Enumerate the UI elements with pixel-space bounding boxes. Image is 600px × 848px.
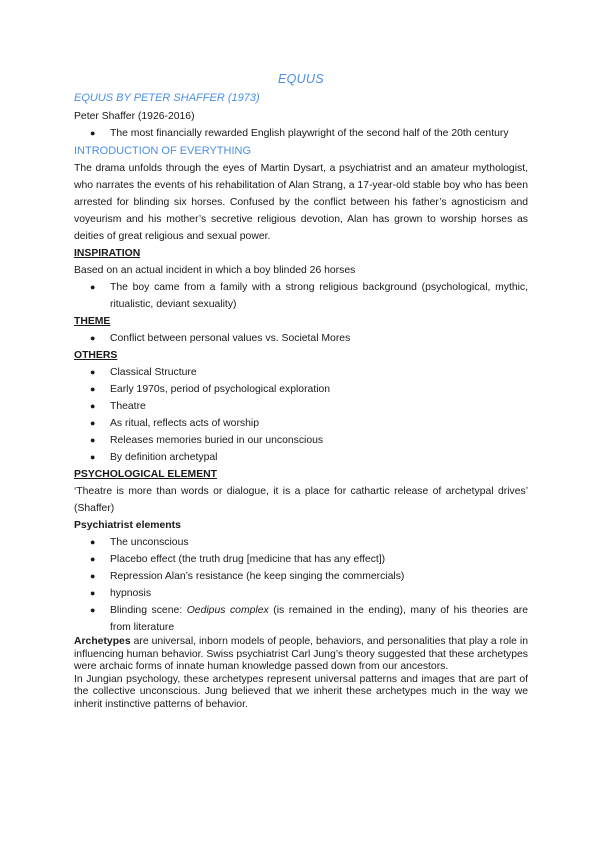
psychological-heading: PSYCHOLOGICAL ELEMENT bbox=[74, 469, 217, 480]
theme-bullet-list bbox=[74, 330, 528, 347]
document-title: EQUUS bbox=[278, 72, 324, 86]
bullet-icon: ● bbox=[90, 367, 96, 377]
intro-paragraph: The drama unfolds through the eyes of Martin Dysart, a psychiatrist and an amateur mythologist, who narrates the events of his rehabilitation of Alan Strang, a 17-year-old stable boy who has been arrested for blinding six horses. Confused by the conflict between his father’s agnosticism and voyeurism and his mother’s secretive religious devotion, Alan has grown to worship horses as deities of great religious and sexual power. bbox=[74, 163, 528, 242]
bullet-icon: ● bbox=[90, 418, 96, 428]
bullet-icon: ● bbox=[90, 333, 96, 343]
list-item: ● Conflict between personal values vs. Societal Mores bbox=[90, 330, 528, 347]
list-item: ● Early 1970s, period of psychological exploration bbox=[90, 381, 528, 398]
archetypes-paragraph: Archetypes are universal, inborn models of people, behaviors, and personalities that play a role in influencing human behavior. Swiss psychiatrist Carl Jung’s theory suggested that these archetypes were archaic forms of innate human knowledge passed down from our ancestors. bbox=[74, 636, 528, 673]
author-line: Peter Shaffer (1926-2016) bbox=[74, 111, 195, 122]
bullet-icon: ● bbox=[90, 452, 96, 462]
list-item: ● As ritual, reflects acts of worship bbox=[90, 415, 528, 432]
intro-heading: INTRODUCTION OF EVERYTHING bbox=[74, 145, 252, 157]
bullet-icon: ● bbox=[90, 435, 96, 445]
bullet-icon: ● bbox=[90, 588, 96, 598]
psychiatrist-heading: Psychiatrist elements bbox=[74, 520, 181, 531]
bullet-icon: ● bbox=[90, 401, 96, 411]
list-item: ● The most financially rewarded English playwright of the second half of the 20th century bbox=[90, 125, 528, 142]
list-item: ● hypnosis bbox=[90, 585, 528, 602]
bullet-icon: ● bbox=[90, 605, 96, 615]
list-item: ● The boy came from a family with a strong religious background (psychological, mythic, ritualistic, deviant sexuality) bbox=[90, 279, 528, 313]
others-bullet-list bbox=[74, 364, 528, 466]
archetypes-term: Archetypes bbox=[74, 636, 131, 647]
list-item: ● Theatre bbox=[90, 398, 528, 415]
jungian-paragraph: In Jungian psychology, these archetypes represent universal patterns and images that are part of the collective unconscious. Jung believed that we inherit these archetypes much in the way we inherit instinctive patterns of behavior. bbox=[74, 673, 528, 710]
psychiatrist-bullet-list bbox=[74, 534, 528, 636]
inspiration-heading: INSPIRATION bbox=[74, 248, 141, 259]
list-item: ● Classical Structure bbox=[90, 364, 528, 381]
bullet-icon: ● bbox=[90, 282, 96, 292]
theme-heading: THEME bbox=[74, 316, 111, 327]
inspiration-bullet-list bbox=[74, 279, 528, 313]
others-heading: OTHERS bbox=[74, 350, 118, 361]
list-item: ● Blinding scene: Oedipus complex (is remained in the ending), many of his theories are from literature bbox=[90, 602, 528, 636]
bullet-icon: ● bbox=[90, 571, 96, 581]
list-item: ● The unconscious bbox=[90, 534, 528, 551]
inspiration-text: Based on an actual incident in which a boy blinded 26 horses bbox=[74, 265, 356, 276]
list-item: ● By definition archetypal bbox=[90, 449, 528, 466]
oedipus-complex-term: Oedipus complex bbox=[186, 605, 269, 616]
bullet-icon: ● bbox=[90, 128, 96, 138]
bullet-icon: ● bbox=[90, 537, 96, 547]
list-item: ● Releases memories buried in our unconscious bbox=[90, 432, 528, 449]
bullet-icon: ● bbox=[90, 384, 96, 394]
list-item: ● Repression Alan’s resistance (he keep singing the commercials) bbox=[90, 568, 528, 585]
shaffer-quote: ‘Theatre is more than words or dialogue, it is a place for cathartic release of archetypal drives’ (Shaffer) bbox=[74, 486, 528, 514]
document-subtitle: EQUUS BY PETER SHAFFER (1973) bbox=[74, 92, 260, 104]
list-item: ● Placebo effect (the truth drug [medicine that has any effect]) bbox=[90, 551, 528, 568]
bullet-icon: ● bbox=[90, 554, 96, 564]
author-bullet-list bbox=[74, 125, 528, 142]
